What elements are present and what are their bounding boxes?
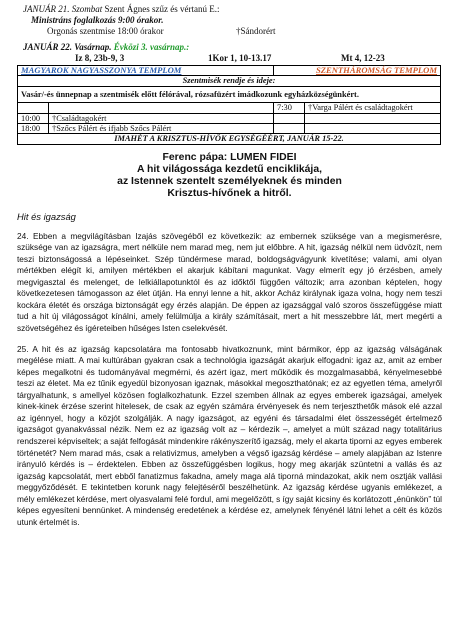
right-intention: †Varga Pálért és családtagokért — [305, 103, 441, 113]
left-intention — [49, 103, 274, 113]
sunday-week: Évközi 3. vasárnap.: — [111, 42, 190, 52]
organ-mass-line — [17, 26, 442, 37]
sunday-rosary-note: Vasár/-és ünnepnap a szentmisék előtt félórával, rózsafüzért imádkozunk egyházközségünkért. — [18, 86, 441, 102]
left-intention: †Családtagokért — [49, 113, 274, 123]
paragraph-25: 25. A hit és az igazság kapcsolatára ma fontosabb hivatkoznunk, mint bármikor, épp az igazság válságának megélése miatt. A mai kultúrában gyakran csak a technológia igazságát akarjuk elfogadni: igaz az, amit az ember képes megalkotni és tudományával megmérni, és azért igaz, mert működik és mozgalmasabbá, kényelmesebbé teszi az életet. Ma ez tűnik egyedül bizonyosan igaznak, másokkal megoszthatónak; ez az egyetlen téma, amelyről tárgyalhatunk, s amellyel közösen foglalkozhatunk. Ezzel szemben állnak az egyes emberek igazságai, amelyek kinek-kinek érzése szerint hitelesek, de csak az egyén számára érvényesek és nem terjeszthetők mások elé azzal az igénnyel, hogy a közjót szolgálják. A nagy igazságot, az egyéni és társadalmi élet összességét értelmező igazságot gyanakvással nézik. Nem ez az igazság volt az – kérdezik –, amelyet a múlt század nagy totalitárius rendszerei képviseltek; a saját felfogását mindenkire rákényszerítő igazság, mely el akarta tiporni az egyes emberek történetét? Nem marad más, csak a relativizmus, amelyben a végső igazság kérdése – amely alapjában az Istenre irányuló kérdés is – érdektelen. Ebben az összefüggésben logikus, hogy meg akarják szüntetni a vallás és az igazság kapcsolatát, mert ebből fanatizmus fakadna, amely maga alá tiporná mindazokat, akik nem osztják vallási meggyőződését. E tekintetben korunk nagy felejtéséről beszélhetünk. Az igazság kérdése ugyanis emlékezet, a mély emlékezet kérdése, mert olyasvalami felé fordul, ami megelőzött, s így saját kicsiny és korlátozott „énünkön” túl képes egyesíteni bennünket. A mindenség eredetének a kérdése ez, amelynek fényénél látni lehet a célt és közös utunk értelmét is. — [17, 343, 442, 527]
article-heading-line: az Istennek szentelt személyeknek és minden — [117, 176, 342, 188]
schedule-order-title: Szentmisék rendje és ideje: — [18, 76, 441, 86]
organ-mass-text: Orgonás szentmise 18:00 órakor — [47, 26, 164, 36]
organ-mass-intention: †Sándorért — [236, 26, 276, 36]
mass-schedule-table — [17, 65, 441, 145]
readings-line — [17, 53, 442, 64]
left-time — [18, 103, 49, 113]
article-heading — [17, 152, 442, 201]
schedule-row — [18, 124, 441, 134]
church-right-title: SZENTHÁROMSÁG TEMPLOM — [274, 66, 441, 76]
left-time: 10:00 — [18, 113, 49, 123]
ministrant-line: Ministráns foglalkozás 9:00 órakor. — [31, 15, 164, 25]
left-intention: †Szőcs Pálért és ifjabb Szőcs Pálért — [49, 124, 274, 134]
right-intention — [305, 113, 441, 123]
reading-2: 1Kor 1, 10-13.17 — [208, 53, 272, 63]
reading-1: Iz 8, 23b-9, 3 — [75, 53, 125, 63]
section-title: Hit és igazság — [17, 210, 76, 222]
saturday-date: JANUÁR 21. Szombat — [23, 4, 103, 14]
saturday-line — [17, 4, 442, 15]
right-intention — [305, 124, 441, 134]
paragraph-24: 24. Ebben a megvilágításban Izajás szövegéből ez következik: az embernek szüksége van a megismerésre, szüksége van az igazságra, mert nélküle nem marad meg, nem jut előbbre. A hit, igazság nélkül nem üdvözít, nem teszi biztonságossá a lépéseinket. Szép tündérmese marad, boldogságvágyunk kivetítése; valami, ami olyan mértékben elégít ki, amilyen mértékben el akarjuk kábítani magunkat. Vagy elmerít egy jó érzésben, amely megvigasztal és melenget, de lelkiállapotunktól és az időktől függően változik; arra azonban képtelen, hogy következetesen támogasson az élet útján. Ha ennyi lenne a hit, akkor Acház királynak igaza volna, hogy nem teszi kockára életét és országa biztonságát egy érzés alapján. De éppen az igazsággal való szoros összefüggése miatt tud a hit új világosságot kínálni, amely felülmúlja a király számításait, mert a hit messzebbre lát, mert megérti a szövetségéhez és ígéreteiben hűséges Isten cselekvését. — [17, 230, 442, 334]
right-time — [274, 113, 305, 123]
article-heading-line: A hit világossága kezdetű enciklikája, — [137, 164, 322, 176]
article-heading-line: Ferenc pápa: LUMEN FIDEI — [162, 151, 297, 163]
reading-3: Mt 4, 12-23 — [341, 53, 385, 63]
unity-week-banner: IMAHÉT A KRISZTUS-HÍVŐK EGYSÉGÉÉRT, JANUÁR 15-22. — [18, 134, 441, 144]
sunday-date: JANUÁR 22. Vasárnap. — [23, 42, 112, 52]
parish-bulletin-page — [17, 4, 442, 528]
article-heading-line: Krisztus-hívőnek a hitről. — [167, 188, 292, 200]
saturday-saint: Szent Ágnes szűz és vértanú E.: — [102, 4, 220, 14]
left-time: 18:00 — [18, 124, 49, 134]
right-time — [274, 124, 305, 134]
church-left-title: MAGYAROK NAGYASSZONYA TEMPLOM — [18, 66, 274, 76]
right-time: 7:30 — [274, 103, 305, 113]
schedule-row — [18, 113, 441, 123]
schedule-row — [18, 103, 441, 113]
sunday-line — [17, 42, 442, 53]
